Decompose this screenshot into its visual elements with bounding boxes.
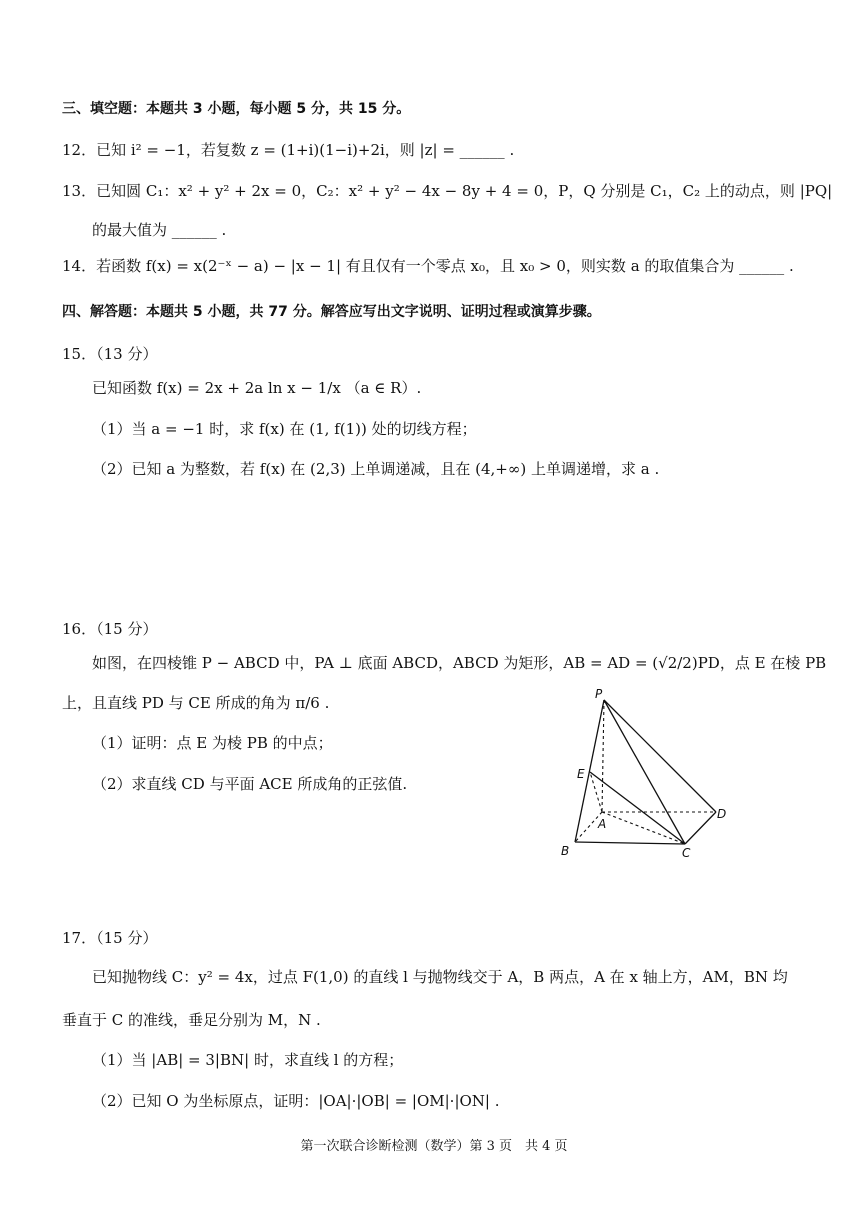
question-14: 14．若函数 f(x) = x(2⁻ˣ − a) − |x − 1| 有且仅有一个零点 x₀，且 x₀ > 0，则实数 a 的取值集合为 ______ . (62, 257, 794, 275)
question-16-stem-line2: 上，且直线 PD 与 CE 所成的角为 π/6 . (62, 694, 330, 712)
question-13-line2: 的最大值为 ______ . (92, 221, 227, 239)
question-15-title: 15．（13 分） (62, 345, 158, 363)
edge-AC (602, 812, 685, 844)
edge-CD (685, 812, 716, 844)
question-16-title: 16．（15 分） (62, 620, 158, 638)
question-13-line1: 13．已知圆 C₁：x² + y² + 2x = 0，C₂：x² + y² − 4x − 8y + 4 = 0，P，Q 分别是 C₁，C₂ 上的动点，则 |PQ| (62, 182, 833, 200)
section4-heading: 四、解答题：本题共 5 小题，共 77 分。解答应写出文字说明、证明过程或演算步骤。 (62, 304, 601, 320)
question-15-part2: （2）已知 a 为整数，若 f(x) 在 (2,3) 上单调递减，且在 (4,+∞) 上单调递增，求 a . (92, 460, 660, 478)
label-P: P (595, 687, 603, 701)
label-D: D (717, 807, 727, 821)
question-12: 12．已知 i² = −1，若复数 z = (1+i)(1−i)+2i，则 |z| = ______ . (62, 141, 515, 159)
label-B: B (561, 844, 570, 858)
label-C: C (682, 846, 691, 860)
pyramid-figure (550, 685, 740, 865)
label-E: E (577, 767, 585, 781)
question-17-stem-line2: 垂直于 C 的准线，垂足分别为 M，N . (62, 1011, 321, 1029)
question-17-title: 17．（15 分） (62, 929, 158, 947)
edge-AE (590, 772, 602, 812)
edge-EC (590, 772, 685, 844)
question-15-part1: （1）当 a = −1 时，求 f(x) 在 (1, f(1)) 处的切线方程； (92, 420, 477, 438)
edge-PC (604, 700, 685, 844)
question-17-part1: （1）当 |AB| = 3|BN| 时，求直线 l 的方程； (92, 1051, 404, 1069)
edge-BC (575, 842, 685, 844)
label-A: A (598, 817, 607, 831)
edge-PA (602, 700, 604, 812)
question-17-part2: （2）已知 O 为坐标原点，证明：|OA|·|OB| = |OM|·|ON| . (92, 1092, 500, 1110)
question-17-stem-line1: 已知抛物线 C：y² = 4x，过点 F(1,0) 的直线 l 与抛物线交于 A，B 两点，A 在 x 轴上方，AM，BN 均 (92, 968, 788, 986)
question-16-part1: （1）证明：点 E 为棱 PB 的中点； (92, 734, 333, 752)
question-16-part2: （2）求直线 CD 与平面 ACE 所成角的正弦值. (92, 775, 408, 793)
page-footer: 第一次联合诊断检测（数学）第 3 页 共 4 页 (300, 1139, 568, 1154)
section3-heading: 三、填空题：本题共 3 小题，每小题 5 分，共 15 分。 (62, 101, 411, 117)
question-16-stem-line1: 如图，在四棱锥 P − ABCD 中，PA ⊥ 底面 ABCD，ABCD 为矩形，AB = AD = (√2/2)PD，点 E 在棱 PB (92, 654, 827, 672)
question-15-stem: 已知函数 f(x) = 2x + 2a ln x − 1/x （a ∈ R）. (92, 379, 422, 397)
